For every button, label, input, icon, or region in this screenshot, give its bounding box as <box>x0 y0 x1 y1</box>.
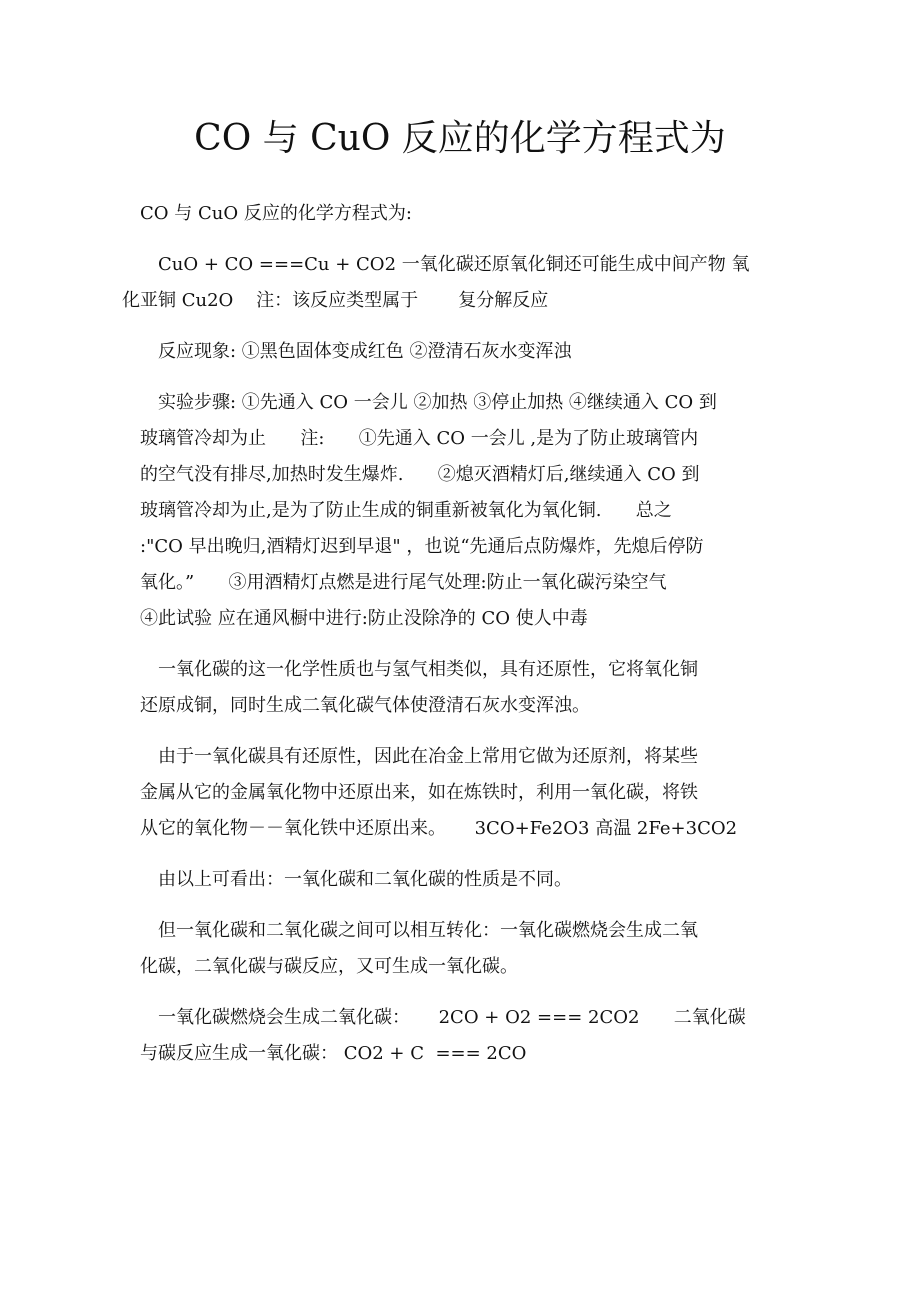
steps-line-1: 实验步骤: ①先通入 CO 一会儿 ②加热 ③停止加热 ④继续通入 CO 到 <box>158 392 717 413</box>
conversion-equations-line-1: 一氧化碳燃烧会生成二氧化碳： 2CO + O2 === 2CO2 二氧化碳 <box>158 1007 746 1028</box>
metallurgy-paragraph <box>140 739 782 847</box>
steps-line-4: 玻璃管冷却为止,是为了防止生成的铜重新被氧化为氧化铜. 总之 <box>140 500 672 521</box>
phenomenon-paragraph: 反应现象: ①黑色固体变成红色 ②澄清石灰水变浑浊 <box>158 341 572 362</box>
document-body <box>122 196 782 1087</box>
conversion-equations-paragraph <box>140 1000 782 1072</box>
conclusion-paragraph: 由以上可看出：一氧化碳和二氧化碳的性质是不同。 <box>158 869 572 890</box>
property-paragraph <box>140 652 782 724</box>
conversion-equations-line-2: 与碳反应生成一氧化碳： CO2 + C === 2CO <box>140 1043 527 1064</box>
conversion-line-2: 化碳，二氧化碳与碳反应，又可生成一氧化碳。 <box>140 956 518 977</box>
steps-line-7: ④此试验 应在通风橱中进行:防止没除净的 CO 使人中毒 <box>140 608 588 629</box>
steps-line-6: 氧化。” ③用酒精灯点燃是进行尾气处理:防止一氧化碳污染空气 <box>140 572 667 593</box>
steps-line-5: :"CO 早出晚归,酒精灯迟到早退" ，也说“先通后点防爆炸，先熄后停防 <box>140 536 704 557</box>
property-line-1: 一氧化碳的这一化学性质也与氢气相类似，具有还原性，它将氧化铜 <box>158 659 698 680</box>
steps-line-2: 玻璃管冷却为止 注: ①先通入 CO 一会儿 ,是为了防止玻璃管内 <box>140 428 699 449</box>
conversion-line-1: 但一氧化碳和二氧化碳之间可以相互转化：一氧化碳燃烧会生成二氧 <box>158 920 698 941</box>
intro-paragraph: CO 与 CuO 反应的化学方程式为: <box>140 203 412 224</box>
steps-line-3: 的空气没有排尽,加热时发生爆炸. ②熄灭酒精灯后,继续通入 CO 到 <box>140 464 700 485</box>
property-line-2: 还原成铜，同时生成二氧化碳气体使澄清石灰水变浑浊。 <box>140 695 590 716</box>
steps-paragraph <box>140 385 782 637</box>
metallurgy-line-2: 金属从它的金属氧化物中还原出来，如在炼铁时，利用一氧化碳，将铁 <box>140 782 698 803</box>
conversion-paragraph <box>140 913 782 985</box>
document-title: CO 与 CuO 反应的化学方程式为 <box>194 118 726 159</box>
equation-line-1: CuO + CO ===Cu + CO2 一氧化碳还原氧化铜还可能生成中间产物 氧 <box>158 254 750 275</box>
equation-paragraph <box>122 247 782 319</box>
metallurgy-line-3: 从它的氧化物－－氧化铁中还原出来。 3CO+Fe2O3 高温 2Fe+3CO2 <box>140 818 738 839</box>
metallurgy-line-1: 由于一氧化碳具有还原性，因此在冶金上常用它做为还原剂，将某些 <box>158 746 698 767</box>
equation-line-2: 化亚铜 Cu2O 注：该反应类型属于 复分解反应 <box>122 290 549 311</box>
